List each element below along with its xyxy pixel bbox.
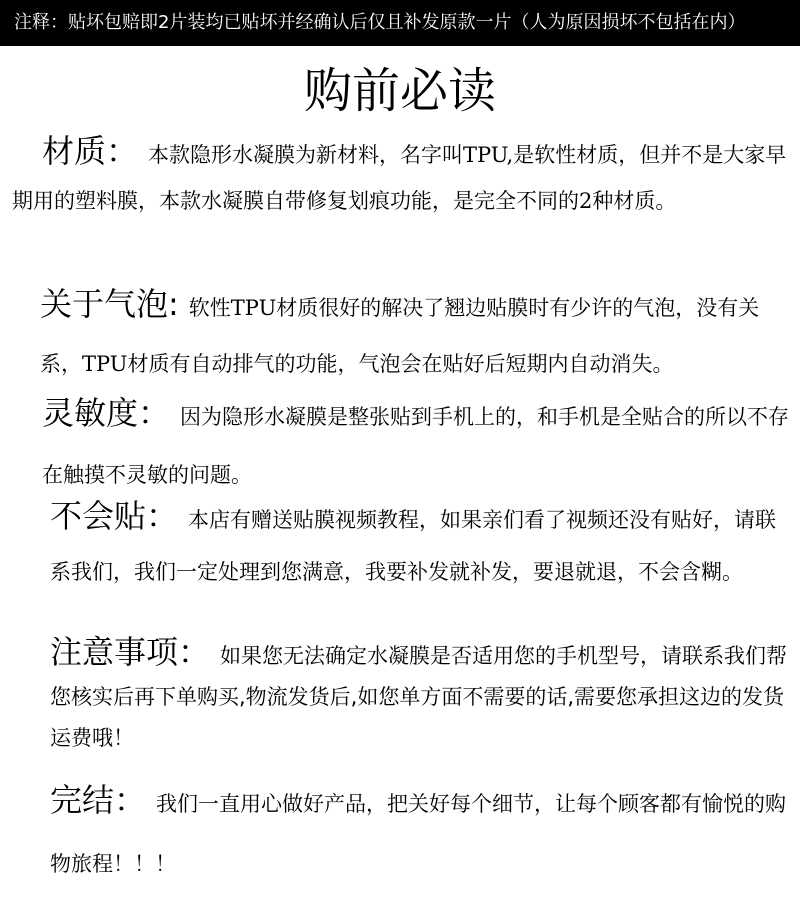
section-bubbles <box>40 276 790 392</box>
section-body: 本店有赠送贴膜视频教程，如果亲们看了视频还没有贴好，请联系我们，我们一定处理到您满意，我要补发就补发，要退就退，不会含糊。 <box>50 508 777 584</box>
section-label: 注意事项： <box>50 633 211 671</box>
notice-text: 注释：贴坏包赔即2片装均已贴坏并经确认后仅且补发原款一片（人为原因损坏不包括在内） <box>14 12 746 33</box>
section-body: 软性TPU材质很好的解决了翘边贴膜时有少许的气泡，没有关系，TPU材质有自动排气的功能，气泡会在贴好后短期内自动消失。 <box>40 296 760 376</box>
section-label: 关于气泡: <box>40 285 179 323</box>
section-label: 灵敏度： <box>42 394 171 432</box>
notice-banner <box>0 0 800 46</box>
section-body: 因为隐形水凝膜是整张贴到手机上的，和手机是全贴合的所以不存在触摸不灵敏的问题。 <box>42 405 790 487</box>
section-material <box>12 128 790 224</box>
page-title: 购前必读 <box>303 63 496 119</box>
section-body: 本款隐形水凝膜为新材料，名字叫TPU,是软性材质，但并不是大家早期用的塑料膜，本款水凝膜自带修复划痕功能，是完全不同的2种材质。 <box>12 143 787 213</box>
section-install-help <box>50 490 792 598</box>
section-sensitivity <box>42 384 792 504</box>
section-label: 材质： <box>42 132 139 170</box>
section-label: 完结： <box>50 781 147 819</box>
section-notes <box>50 632 792 759</box>
section-closing <box>50 770 790 894</box>
section-label: 不会贴： <box>50 497 179 535</box>
section-body: 如果您无法确定水凝膜是否适用您的手机型号，请联系我们帮您核实后再下单购买,物流发货后,如您单方面不需要的话,需要您承担这边的发货运费哦！ <box>50 644 788 750</box>
section-body: 我们一直用心做好产品，把关好每个细节，让每个顾客都有愉悦的购物旅程！！！ <box>50 792 787 876</box>
